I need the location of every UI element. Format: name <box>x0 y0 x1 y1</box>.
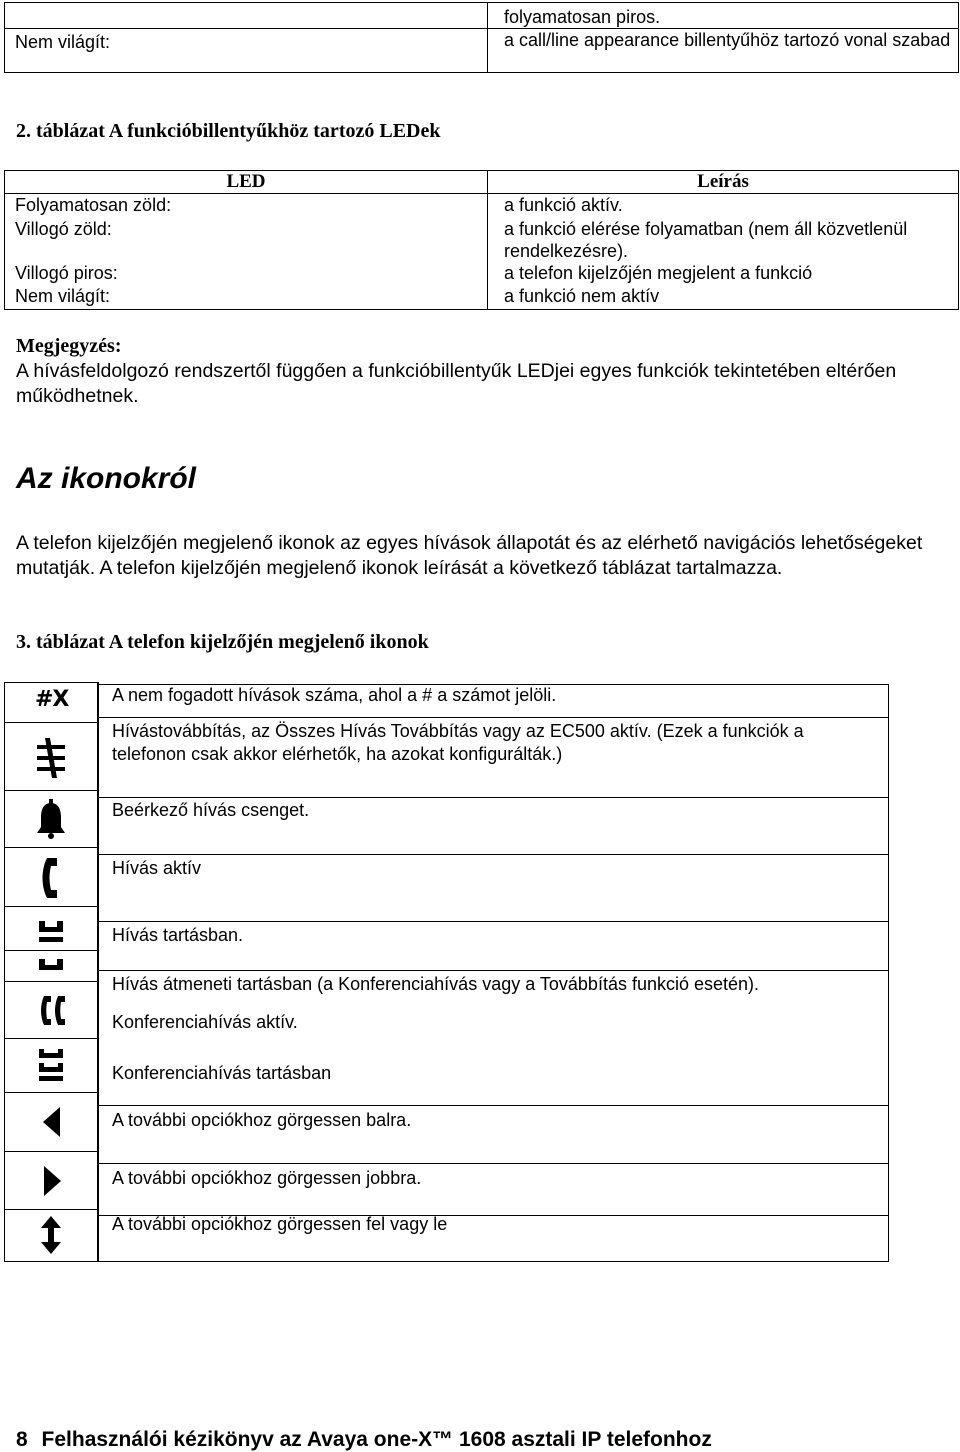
row-divider <box>99 717 888 718</box>
section-text: A telefon kijelzőjén megjelenő ikonok az egyes hívások állapotát és az elérhető navigációs lehetőségeket mutatják. A telefon kijelzőjén megjelenő ikonok leírását a következő táblázat tartalmazza. <box>16 532 923 579</box>
table2-label: Nem világít: <box>15 286 111 306</box>
arrow-up-down-icon <box>5 1210 98 1261</box>
icon-cell <box>5 791 98 848</box>
table2-description: a telefon kijelzőjén megjelent a funkció <box>504 263 813 283</box>
icon-description: A további opciókhoz görgessen fel vagy le <box>112 1214 448 1234</box>
table2-description: a funkció elérése folyamatban (nem áll közvetlenül rendelkezésre). <box>504 219 908 261</box>
led-table-continued <box>4 2 959 73</box>
row-divider <box>99 970 888 971</box>
icon-column <box>4 682 99 1262</box>
icon-description: Hívás átmeneti tartásban (a Konferenciahívás vagy a Továbbítás funkció esetén). <box>112 974 760 994</box>
icon-cell <box>5 1093 98 1152</box>
footer-title: Felhasználói kézikönyv az Avaya one-X™ 1608 asztali IP telefonhoz <box>41 1428 712 1451</box>
table2-description: a funkció aktív. <box>504 195 623 215</box>
table2-label: Villogó zöld: <box>15 219 112 239</box>
table2-description-col <box>488 194 959 310</box>
arrow-right-icon <box>5 1152 98 1210</box>
table2-caption: 2. táblázat A funkcióbillentyűkhöz tartozó LEDek <box>16 120 441 142</box>
hold-icon <box>5 907 98 951</box>
missed-calls-icon: #X <box>35 687 69 712</box>
bell-icon <box>5 791 98 848</box>
icon-cell <box>5 1210 98 1261</box>
icon-description: Hívás tartásban. <box>112 925 244 945</box>
icon-cell <box>5 982 98 1039</box>
row-divider <box>99 854 888 855</box>
icon-description: A további opciókhoz görgessen jobbra. <box>112 1168 422 1188</box>
table1-label <box>5 29 488 73</box>
icon-cell <box>5 683 98 723</box>
table1-empty-cell <box>5 3 488 29</box>
icon-cell <box>5 1152 98 1210</box>
table2-label-col <box>5 194 488 310</box>
call-forward-icon <box>5 723 98 791</box>
table3-caption: 3. táblázat A telefon kijelzőjén megjelenő ikonok <box>16 631 429 653</box>
icon-description-column <box>99 684 889 1262</box>
page-number: 8 <box>16 1428 28 1451</box>
icon-cell <box>5 1039 98 1093</box>
icon-description: Konferenciahívás aktív. <box>112 1012 298 1032</box>
handset-icon <box>5 848 98 907</box>
table2-header-description: Leírás <box>488 171 959 194</box>
row-divider <box>99 921 888 922</box>
conference-hold-icon <box>5 1039 98 1093</box>
table2-label: Villogó piros: <box>15 263 118 283</box>
table1-description: a call/line appearance billentyűhöz tartozó vonal szabad <box>488 29 959 73</box>
icon-cell <box>5 951 98 982</box>
row-divider <box>99 1163 888 1164</box>
icon-description: Konferenciahívás tartásban <box>112 1063 332 1083</box>
row-divider <box>99 1105 888 1106</box>
note-title: Megjegyzés: <box>16 335 122 357</box>
icon-description: Hívás aktív <box>112 858 202 878</box>
arrow-left-icon <box>5 1093 98 1152</box>
section-heading: Az ikonokról <box>16 462 197 495</box>
conference-icon <box>5 982 98 1039</box>
note-text: A hívásfeldolgozó rendszertől függően a funkcióbillentyűk LEDjei egyes funkciók tekintetében eltérően működhetnek. <box>16 360 897 407</box>
icon-description: A további opciókhoz görgessen balra. <box>112 1110 412 1130</box>
table2-label: Folyamatosan zöld: <box>15 195 172 215</box>
icon-description: Hívástovábbítás, az Összes Hívás Továbbítás vagy az EC500 aktív. (Ezek a funkciók a telefonon csak akkor elérhetők, ha azokat konfigurálták.) <box>112 721 804 764</box>
footer <box>16 1428 712 1452</box>
icon-description: A nem fogadott hívások száma, ahol a # a számot jelöli. <box>112 685 557 705</box>
table1-description: folyamatosan piros. <box>488 3 959 29</box>
function-key-led-table <box>4 170 959 310</box>
icon-description: Beérkező hívás csenget. <box>112 800 310 820</box>
icon-cell <box>5 848 98 907</box>
soft-hold-icon <box>5 951 98 982</box>
table1-label-text: Nem világít: <box>15 32 111 52</box>
row-divider <box>99 797 888 798</box>
icon-cell <box>5 723 98 791</box>
table2-header-led: LED <box>5 171 488 194</box>
table2-description: a funkció nem aktív <box>504 286 660 306</box>
icon-cell <box>5 907 98 951</box>
